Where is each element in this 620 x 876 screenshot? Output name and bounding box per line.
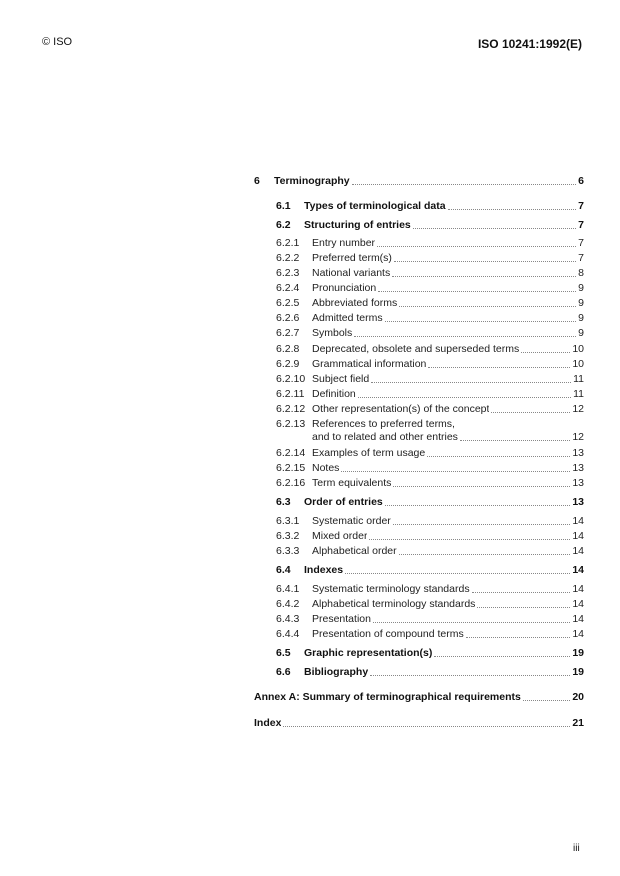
leader-dots: [427, 455, 570, 457]
toc-page: 7: [578, 200, 584, 212]
toc-num: 6.4.2: [276, 598, 300, 610]
toc-page: 13: [572, 477, 584, 489]
toc-title: Mixed order: [312, 530, 368, 542]
toc-entry-6[interactable]: [254, 175, 584, 188]
toc-page: 21: [572, 717, 584, 729]
toc-title: Pronunciation: [312, 282, 377, 294]
toc-entry-6-2-5[interactable]: [276, 297, 584, 310]
toc-page: 14: [572, 545, 584, 557]
toc-entry-6-6[interactable]: [276, 666, 584, 679]
toc-num: 6.3.1: [276, 515, 300, 527]
toc-title: Systematic terminology standards: [312, 583, 470, 595]
toc-num: 6.2.13: [276, 418, 306, 430]
toc-page: 7: [578, 219, 584, 231]
toc-entry-6-1[interactable]: [276, 200, 584, 213]
toc-title: Grammatical information: [312, 358, 427, 370]
toc-num: 6.6: [276, 666, 291, 678]
toc-page: 9: [578, 312, 584, 324]
toc-entry-6-5[interactable]: [276, 647, 584, 660]
toc-page: 12: [572, 403, 584, 415]
toc-entry-6-2-10[interactable]: [276, 373, 584, 386]
leader-dots: [385, 504, 571, 506]
toc-page: 10: [572, 358, 584, 370]
toc-page: 10: [572, 343, 584, 355]
toc-entry-6-2-9[interactable]: [276, 358, 584, 371]
toc-title: Indexes: [304, 564, 344, 576]
toc-title: Admitted terms: [312, 312, 383, 324]
toc-entry-6-4-4[interactable]: [276, 628, 584, 641]
toc-page: 14: [572, 583, 584, 595]
toc-title: Definition: [312, 388, 356, 400]
leader-dots: [283, 725, 570, 727]
leader-dots: [523, 699, 570, 701]
toc-title: and to related and other entries: [312, 431, 458, 443]
toc-num: 6.2.12: [276, 403, 306, 415]
toc-title: Order of entries: [304, 496, 383, 508]
toc-page: 19: [572, 666, 584, 678]
toc-title: Other representation(s) of the concept: [312, 403, 490, 415]
toc-title: Structuring of entries: [304, 219, 411, 231]
toc-title: Bibliography: [304, 666, 369, 678]
leader-dots: [378, 290, 576, 292]
toc-title: Presentation of compound terms: [312, 628, 464, 640]
toc-entry-annex-a[interactable]: [254, 691, 584, 704]
toc-page: 14: [572, 515, 584, 527]
toc-entry-6-2-15[interactable]: [276, 462, 584, 475]
leader-dots: [491, 411, 570, 413]
toc-title: Notes: [312, 462, 340, 474]
leader-dots: [369, 538, 570, 540]
leader-dots: [448, 208, 577, 210]
toc-page: 9: [578, 282, 584, 294]
toc-page: 7: [578, 252, 584, 264]
toc-entry-6-2-13[interactable]: [276, 418, 584, 444]
toc-page: 14: [572, 613, 584, 625]
leader-dots: [413, 227, 576, 229]
toc-title: Presentation: [312, 613, 371, 625]
toc-page: 14: [572, 530, 584, 542]
leader-dots: [358, 396, 571, 398]
toc-title: Terminography: [274, 175, 350, 187]
toc-num: 6.2.8: [276, 343, 300, 355]
leader-dots: [477, 606, 570, 608]
leader-dots: [392, 275, 576, 277]
toc-num: 6.4.1: [276, 583, 300, 595]
leader-dots: [393, 523, 571, 525]
leader-dots: [521, 351, 570, 353]
toc-num: 6.4: [276, 564, 291, 576]
toc-title: Symbols: [312, 327, 353, 339]
toc-entry-6-2-8[interactable]: [276, 343, 584, 356]
toc-num: 6.2.6: [276, 312, 300, 324]
toc-title: Examples of term usage: [312, 447, 426, 459]
toc-line-1: [276, 418, 584, 431]
toc-entry-6-2[interactable]: [276, 219, 584, 232]
toc-title: Types of terminological data: [304, 200, 446, 212]
toc-num: 6.2.4: [276, 282, 300, 294]
toc-num: 6.2: [276, 219, 291, 231]
toc-page: 13: [572, 496, 584, 508]
toc-num: 6.3: [276, 496, 291, 508]
toc-entry-6-2-6[interactable]: [276, 312, 584, 325]
toc-num: 6.3.3: [276, 545, 300, 557]
toc-num: 6.2.2: [276, 252, 300, 264]
copyright-notice: © ISO: [42, 36, 73, 48]
toc-num: 6.2.7: [276, 327, 300, 339]
leader-dots: [385, 320, 577, 322]
toc-entry-6-2-12[interactable]: [276, 403, 584, 416]
toc-entry-6-2-16[interactable]: [276, 477, 584, 490]
toc-page: 13: [572, 462, 584, 474]
toc-num: 6: [254, 175, 260, 187]
toc-title: Annex A: Summary of terminographical requirements: [254, 691, 521, 703]
leader-dots: [370, 674, 570, 676]
toc-page: 7: [578, 237, 584, 249]
toc-page: 9: [578, 327, 584, 339]
leader-dots: [354, 335, 576, 337]
standard-number: ISO 10241:1992(E): [477, 37, 582, 51]
toc-num: 6.2.15: [276, 462, 306, 474]
leader-dots: [428, 366, 570, 368]
toc-entry-6-2-2[interactable]: [276, 252, 584, 265]
toc-title: Graphic representation(s): [304, 647, 433, 659]
toc-entry-6-3-3[interactable]: [276, 545, 584, 558]
toc-page: 11: [573, 388, 584, 400]
toc-entry-6-2-1[interactable]: [276, 237, 584, 250]
toc-entry-6-2-3[interactable]: [276, 267, 584, 280]
toc-entry-6-2-4[interactable]: [276, 282, 584, 295]
toc-page: 14: [572, 598, 584, 610]
toc-num: 6.2.11: [276, 388, 305, 400]
toc-title: National variants: [312, 267, 391, 279]
toc-entry-6-2-11[interactable]: [276, 388, 584, 401]
toc-title: Entry number: [312, 237, 376, 249]
toc-page: 14: [572, 628, 584, 640]
toc-num: 6.2.14: [276, 447, 306, 459]
toc-title: References to preferred terms,: [312, 418, 455, 430]
toc-title: Alphabetical terminology standards: [312, 598, 476, 610]
toc-entry-6-4[interactable]: [276, 564, 584, 577]
toc-title: Index: [254, 717, 282, 729]
leader-dots: [371, 381, 571, 383]
leader-dots: [399, 553, 571, 555]
toc-title: Systematic order: [312, 515, 391, 527]
toc-entry-6-3[interactable]: [276, 496, 584, 509]
toc-num: 6.2.9: [276, 358, 300, 370]
toc-entry-6-4-1[interactable]: [276, 583, 584, 596]
toc-entry-6-2-14[interactable]: [276, 447, 584, 460]
toc-title: Deprecated, obsolete and superseded terms: [312, 343, 520, 355]
toc-entry-6-2-7[interactable]: [276, 327, 584, 340]
leader-dots: [345, 572, 570, 574]
toc-num: 6.4.4: [276, 628, 300, 640]
leader-dots: [472, 591, 571, 593]
toc-num: 6.1: [276, 200, 291, 212]
leader-dots: [341, 470, 570, 472]
toc-page: 20: [572, 691, 584, 703]
toc-num: 6.5: [276, 647, 291, 659]
leader-dots: [399, 305, 576, 307]
toc-num: 6.2.16: [276, 477, 306, 489]
leader-dots: [434, 655, 570, 657]
toc-page: 9: [578, 297, 584, 309]
toc-page: 13: [572, 447, 584, 459]
toc-num: 6.2.10: [276, 373, 306, 385]
toc-page: 19: [572, 647, 584, 659]
toc-title: Subject field: [312, 373, 370, 385]
toc-page: 6: [578, 175, 584, 187]
toc-title: Abbreviated forms: [312, 297, 398, 309]
toc-num: 6.2.1: [276, 237, 300, 249]
toc-num: 6.4.3: [276, 613, 300, 625]
toc-line-2: [276, 431, 584, 444]
toc-num: 6.3.2: [276, 530, 300, 542]
leader-dots: [377, 245, 576, 247]
page-number: iii: [573, 843, 580, 854]
leader-dots: [393, 485, 570, 487]
leader-dots: [460, 439, 570, 441]
toc-entry-6-4-2[interactable]: [276, 598, 584, 611]
toc-entry-6-3-1[interactable]: [276, 515, 584, 528]
leader-dots: [394, 260, 576, 262]
leader-dots: [352, 183, 577, 185]
toc-entry-index[interactable]: [254, 717, 584, 730]
toc-num: 6.2.5: [276, 297, 300, 309]
toc-entry-6-4-3[interactable]: [276, 613, 584, 626]
toc-entry-6-3-2[interactable]: [276, 530, 584, 543]
toc-page: 8: [578, 267, 584, 279]
toc-title: Term equivalents: [312, 477, 392, 489]
toc-page: 12: [572, 431, 584, 443]
toc-page: 11: [573, 373, 584, 385]
leader-dots: [466, 636, 571, 638]
toc-title: Preferred term(s): [312, 252, 392, 264]
leader-dots: [373, 621, 570, 623]
toc-num: 6.2.3: [276, 267, 300, 279]
toc-title: Alphabetical order: [312, 545, 397, 557]
toc-page: 14: [572, 564, 584, 576]
